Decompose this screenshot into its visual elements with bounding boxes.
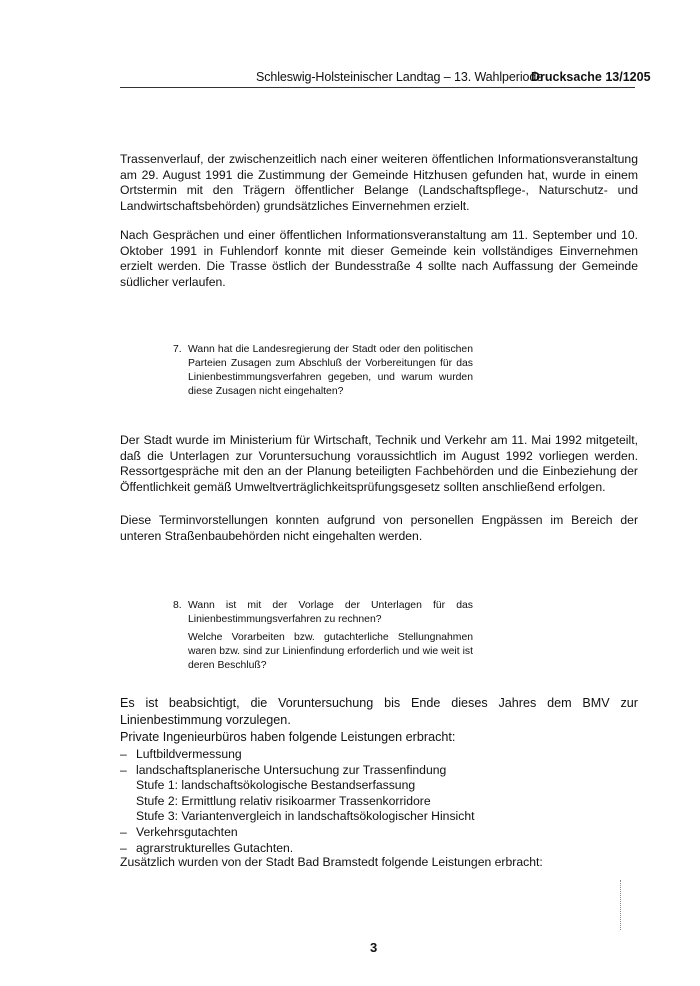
margin-mark (620, 880, 621, 930)
question-7-number: 7. (173, 344, 182, 355)
paragraph-2: Nach Gesprächen und einer öffentlichen Informationsveranstaltung am 11. September und 10. Oktober 1991 in Fuhlendorf konnte mit dieser Gemeinde kein vollständiges Einvernehmen erzielt werden. Die Trasse östlich der Bundesstraße 4 sollte nach Auffassung der Gemeinde südlicher verlaufen. (120, 228, 638, 289)
paragraph-7: Zusätzlich wurden von der Stadt Bad Bramstedt folgende Leistungen erbracht: (120, 855, 543, 869)
list-item: Stufe 1: landschaftsökologische Bestandserfassung (136, 778, 416, 793)
paragraph-5: Es ist beabsichtigt, die Voruntersuchung bis Ende dieses Jahres dem BMV zur Linienbestimmung vorzulegen. (120, 696, 638, 727)
question-7 (173, 343, 473, 399)
header-title: Schleswig-Holsteinischer Landtag – 13. Wahlperiode (256, 70, 544, 84)
list-item: – landschaftsplanerische Untersuchung zur Trassenfindung (120, 763, 520, 779)
question-7-text: Wann hat die Landesregierung der Stadt oder den politischen Parteien Zusagen zum Abschluß der Vorbereitungen für das Linienbestimmungsverfahren gegeben, und warum wurden diese Zusagen nicht eingehalten? (188, 344, 473, 397)
paragraph-4: Diese Terminvorstellungen konnten aufgrund von personellen Engpässen im Bereich der unteren Straßenbaubehörden nicht eingehalten werden. (120, 513, 638, 543)
header-doc-ref: Drucksache 13/1205 (531, 70, 651, 84)
page-header (120, 70, 651, 90)
question-8-number: 8. (173, 600, 182, 611)
list-item: Stufe 2: Ermittlung relativ risikoarmer Trassenkorridore (136, 793, 431, 808)
paragraph-3: Der Stadt wurde im Ministerium für Wirtschaft, Technik und Verkehr am 11. Mai 1992 mitgeteilt, daß die Unterlagen zur Voruntersuchung voraussichtlich im August 1992 vorliegen werden. Ressortgespräche mit den an der Planung beteiligten Fachbehörden und die Einbeziehung der Öffentlichkeit gemäß Umweltverträglichkeitsprüfungsgesetz sollten anschließend erfolgen. (120, 433, 638, 494)
list-item: – Verkehrsgutachten (120, 825, 520, 841)
list-item: Stufe 3: Variantenvergleich in landschaftsökologischer Hinsicht (136, 809, 475, 824)
header-rule (120, 87, 635, 88)
list-item: – Luftbildvermessung (120, 747, 520, 763)
question-8-text-2: Welche Vorarbeiten bzw. gutachterliche Stellungnahmen waren bzw. sind zur Linienfindung erforderlich und wie weit ist deren Beschluß? (188, 632, 473, 671)
paragraph-6: Private Ingenieurbüros haben folgende Leistungen erbracht: (120, 730, 456, 744)
list-item: – agrarstrukturelles Gutachten. (120, 841, 520, 857)
page-number: 3 (370, 940, 378, 955)
question-8-text: Wann ist mit der Vorlage der Unterlagen für das Linienbestimmungsverfahren zu rechnen? (188, 600, 473, 625)
paragraph-1: Trassenverlauf, der zwischenzeitlich nach einer weiteren öffentlichen Informationsveranstaltung am 29. August 1991 die Zustimmung der Gemeinde Hitzhusen gefunden hat, wurde in einem Ortstermin mit den Trägern öffentlicher Belange (Landschaftspflege-, Naturschutz- und Landwirtschaftsbehörden) grundsätzliches Einvernehmen erzielt. (120, 152, 638, 213)
question-8 (173, 599, 473, 673)
services-list (120, 747, 520, 856)
